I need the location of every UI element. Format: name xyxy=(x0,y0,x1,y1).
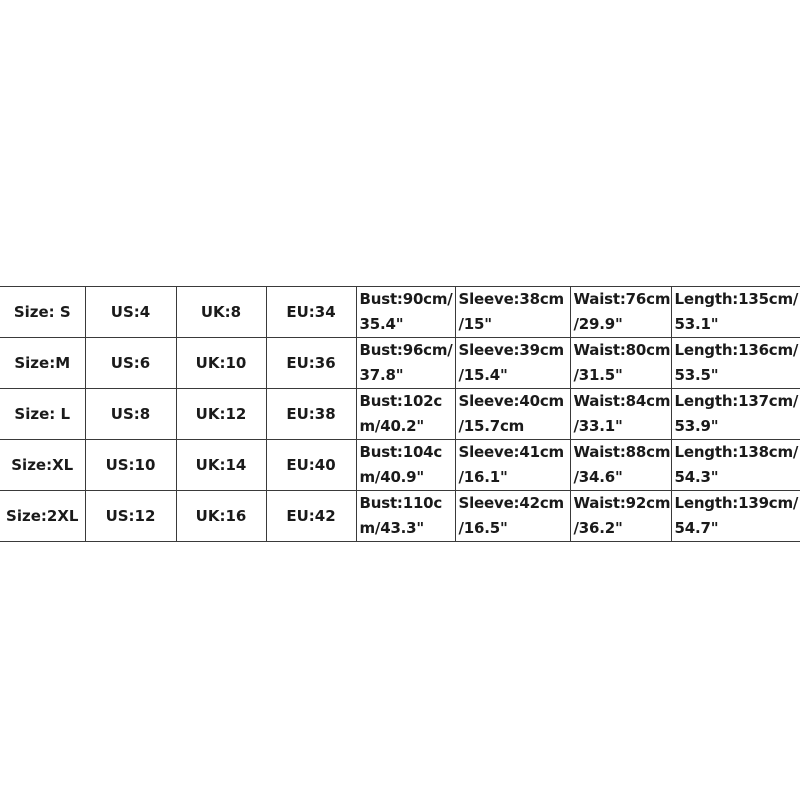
size-row xyxy=(0,491,800,542)
size-row xyxy=(0,287,800,338)
length-cell: Length:137cm/ 53.9" xyxy=(671,389,800,440)
waist-cell: Waist:92cm /36.2" xyxy=(570,491,671,542)
eu-size-cell: EU:34 xyxy=(266,287,356,338)
length-cell: Length:135cm/ 53.1" xyxy=(671,287,800,338)
waist-cell: Waist:84cm /33.1" xyxy=(570,389,671,440)
eu-size-cell: EU:40 xyxy=(266,440,356,491)
size-cell: Size:XL xyxy=(0,440,85,491)
uk-size-cell: UK:14 xyxy=(176,440,266,491)
size-cell: Size:2XL xyxy=(0,491,85,542)
waist-cell: Waist:88cm /34.6" xyxy=(570,440,671,491)
bust-cell: Bust:102c m/40.2" xyxy=(356,389,455,440)
us-size-cell: US:6 xyxy=(85,338,176,389)
size-cell: Size: L xyxy=(0,389,85,440)
length-cell: Length:136cm/ 53.5" xyxy=(671,338,800,389)
sleeve-cell: Sleeve:39cm /15.4" xyxy=(455,338,570,389)
length-cell: Length:138cm/ 54.3" xyxy=(671,440,800,491)
us-size-cell: US:8 xyxy=(85,389,176,440)
bust-cell: Bust:90cm/ 35.4" xyxy=(356,287,455,338)
us-size-cell: US:12 xyxy=(85,491,176,542)
us-size-cell: US:10 xyxy=(85,440,176,491)
sleeve-cell: Sleeve:42cm /16.5" xyxy=(455,491,570,542)
eu-size-cell: EU:42 xyxy=(266,491,356,542)
uk-size-cell: UK:12 xyxy=(176,389,266,440)
eu-size-cell: EU:36 xyxy=(266,338,356,389)
size-row xyxy=(0,440,800,491)
length-cell: Length:139cm/ 54.7" xyxy=(671,491,800,542)
sleeve-cell: Sleeve:38cm /15" xyxy=(455,287,570,338)
waist-cell: Waist:76cm /29.9" xyxy=(570,287,671,338)
sleeve-cell: Sleeve:41cm /16.1" xyxy=(455,440,570,491)
uk-size-cell: UK:16 xyxy=(176,491,266,542)
size-row xyxy=(0,338,800,389)
size-cell: Size:M xyxy=(0,338,85,389)
bust-cell: Bust:110c m/43.3" xyxy=(356,491,455,542)
bust-cell: Bust:96cm/ 37.8" xyxy=(356,338,455,389)
waist-cell: Waist:80cm /31.5" xyxy=(570,338,671,389)
size-row xyxy=(0,389,800,440)
sleeve-cell: Sleeve:40cm /15.7cm xyxy=(455,389,570,440)
bust-cell: Bust:104c m/40.9" xyxy=(356,440,455,491)
size-cell: Size: S xyxy=(0,287,85,338)
uk-size-cell: UK:10 xyxy=(176,338,266,389)
eu-size-cell: EU:38 xyxy=(266,389,356,440)
us-size-cell: US:4 xyxy=(85,287,176,338)
uk-size-cell: UK:8 xyxy=(176,287,266,338)
size-chart-table xyxy=(0,286,800,542)
